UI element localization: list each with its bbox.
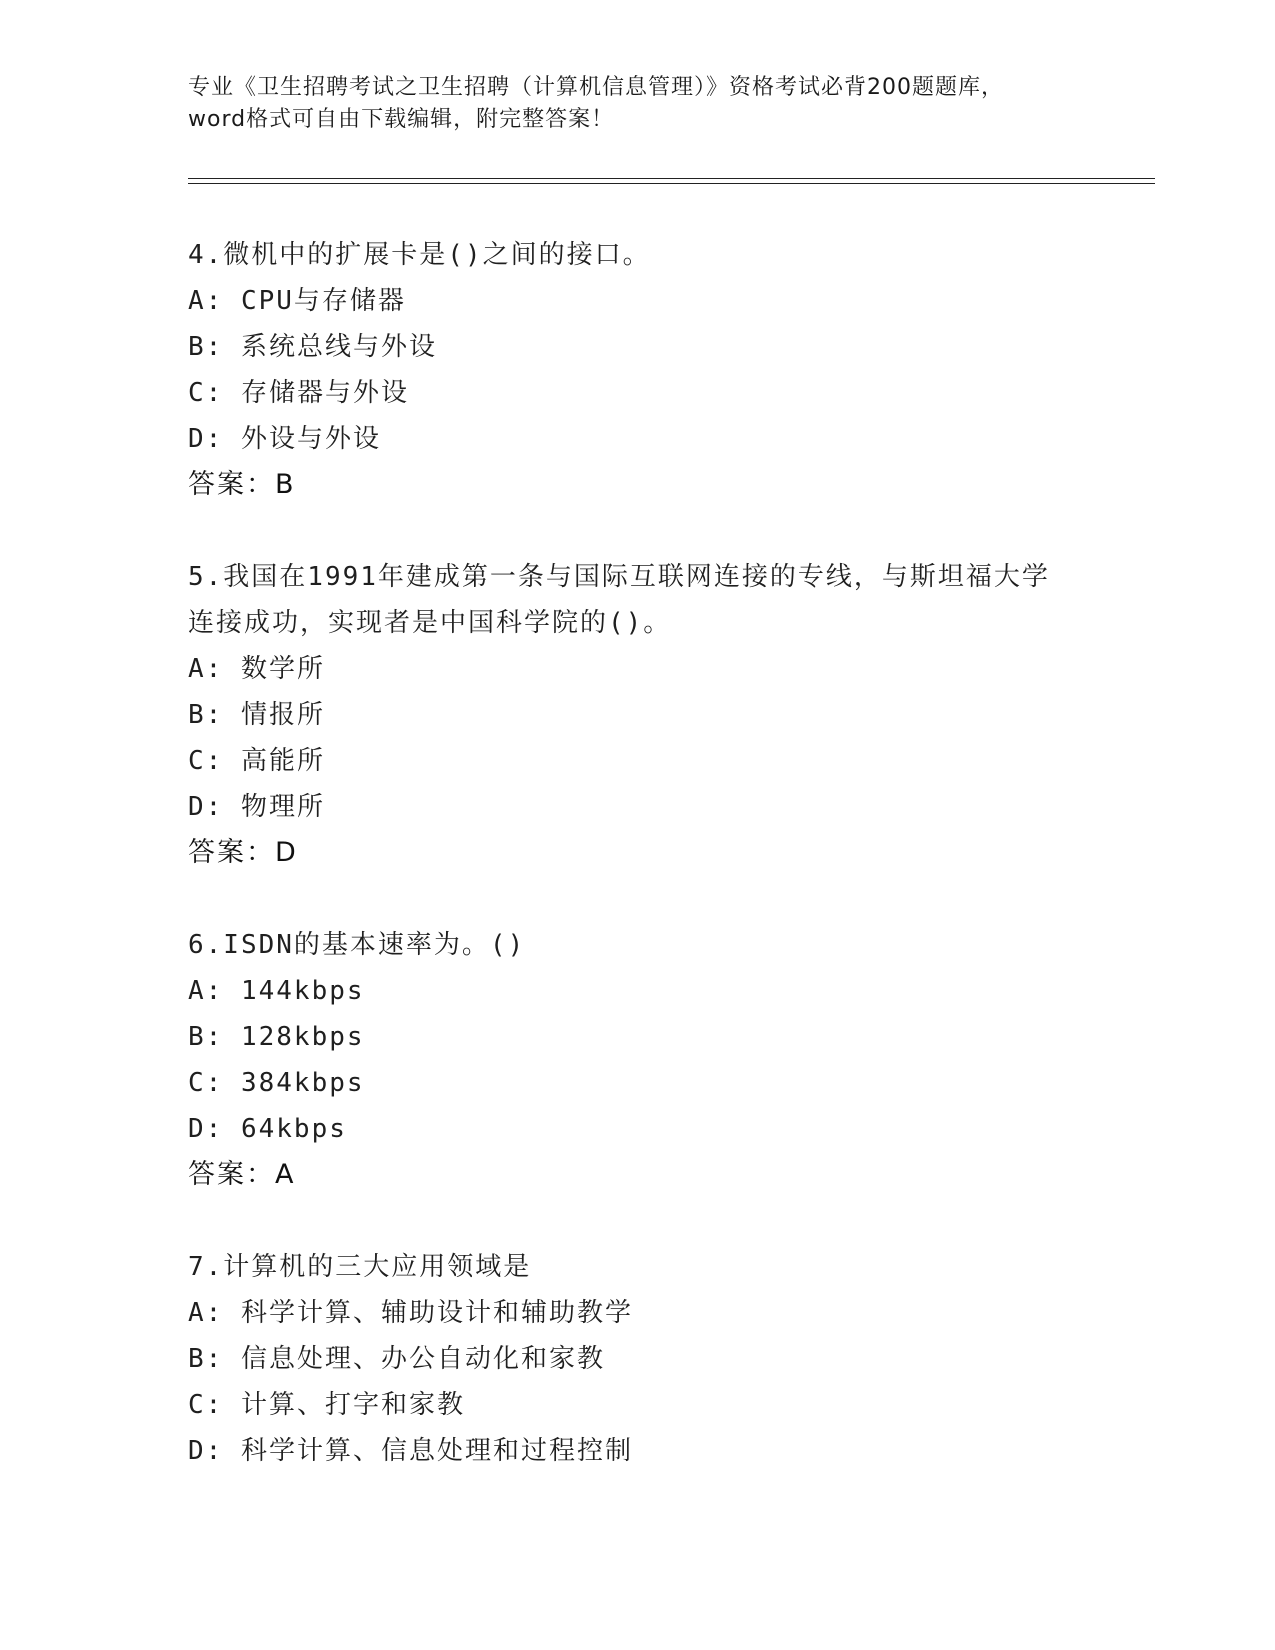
answer: 答案：A bbox=[188, 1159, 296, 1190]
question-text: 6.ISDN的基本速率为。() bbox=[188, 930, 526, 960]
document-header bbox=[188, 72, 1088, 136]
question-4 bbox=[188, 232, 1088, 508]
option-c: C: 384kbps bbox=[188, 1068, 365, 1098]
question-text-line-1: 5.我国在1991年建成第一条与国际互联网连接的专线，与斯坦福大学 bbox=[188, 562, 1050, 592]
option-b: B: 系统总线与外设 bbox=[188, 332, 437, 362]
option-c: C: 高能所 bbox=[188, 746, 325, 776]
option-c: C: 计算、打字和家教 bbox=[188, 1390, 465, 1420]
question-text-line-2: 连接成功，实现者是中国科学院的()。 bbox=[188, 608, 672, 638]
question-list bbox=[188, 232, 1088, 1520]
option-a: A: 数学所 bbox=[188, 654, 325, 684]
question-text: 4.微机中的扩展卡是()之间的接口。 bbox=[188, 240, 651, 270]
option-d: D: 科学计算、信息处理和过程控制 bbox=[188, 1436, 633, 1466]
header-line-1: 专业《卫生招聘考试之卫生招聘（计算机信息管理）》资格考试必背200题题库， bbox=[188, 75, 1004, 100]
option-d: D: 外设与外设 bbox=[188, 424, 381, 454]
header-line-2: word格式可自由下载编辑，附完整答案！ bbox=[188, 107, 615, 132]
header-divider-top bbox=[188, 178, 1155, 179]
option-a: A: CPU与存储器 bbox=[188, 286, 406, 316]
option-b: B: 128kbps bbox=[188, 1022, 365, 1052]
option-d: D: 64kbps bbox=[188, 1114, 347, 1144]
header-divider-bottom bbox=[188, 183, 1155, 184]
option-c: C: 存储器与外设 bbox=[188, 378, 409, 408]
question-5 bbox=[188, 554, 1088, 876]
question-6 bbox=[188, 922, 1088, 1198]
option-b: B: 信息处理、办公自动化和家教 bbox=[188, 1344, 605, 1374]
option-a: A: 科学计算、辅助设计和辅助教学 bbox=[188, 1298, 633, 1328]
option-b: B: 情报所 bbox=[188, 700, 325, 730]
answer: 答案：B bbox=[188, 469, 296, 500]
option-a: A: 144kbps bbox=[188, 976, 365, 1006]
option-d: D: 物理所 bbox=[188, 792, 325, 822]
answer: 答案：D bbox=[188, 837, 298, 868]
question-7 bbox=[188, 1244, 1088, 1474]
question-text: 7.计算机的三大应用领域是 bbox=[188, 1252, 532, 1282]
